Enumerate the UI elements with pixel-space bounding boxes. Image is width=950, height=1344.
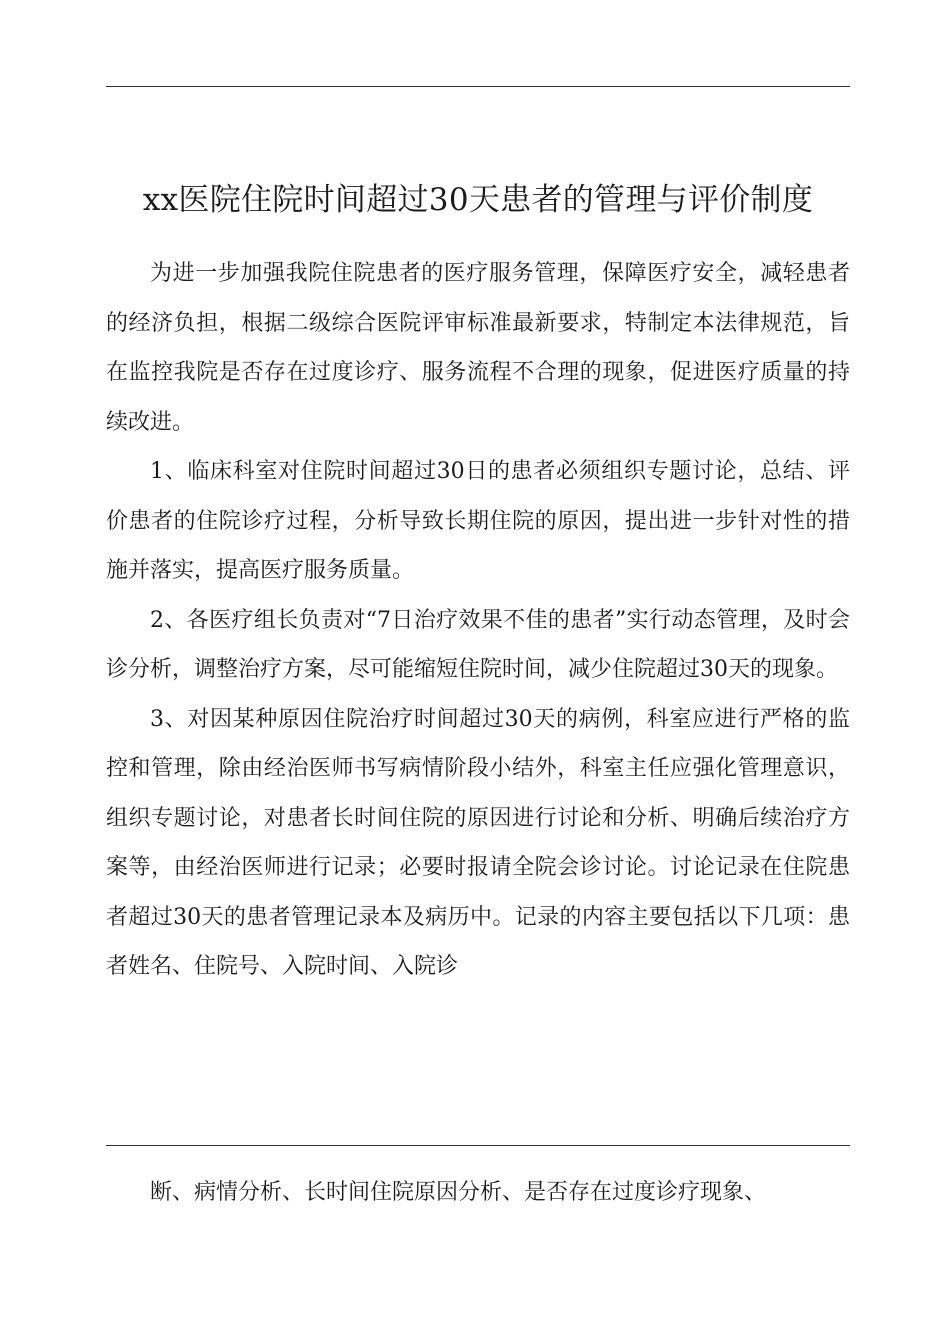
clause-3-paragraph: 3、对因某种原因住院治疗时间超过30天的病例，科室应进行严格的监控和管理，除由经治医师书写病情阶段小结外，科室主任应强化管理意识，组织专题讨论，对患者长时间住院的原因进行讨论和分析、明确后续治疗方案等，由经治医师进行记录；必要时报请全院会诊讨论。讨论记录在住院患者超过30天的患者管理记录本及病历中。记录的内容主要包括以下几项：患者姓名、住院号、入院时间、入院诊 — [106, 706, 850, 979]
document-body — [106, 249, 850, 992]
clause-2-paragraph: 2、各医疗组长负责对“7日治疗效果不佳的患者”实行动态管理，及时会诊分析，调整治疗方案，尽可能缩短住院时间，减少住院超过30天的现象。 — [106, 607, 850, 682]
intro-paragraph: 为进一步加强我院住院患者的医疗服务管理，保障医疗安全，减轻患者的经济负担，根据二级综合医院评审标准最新要求，特制定本法律规范，旨在监控我院是否存在过度诊疗、服务流程不合理的现象，促进医疗质量的持续改进。 — [106, 261, 850, 435]
document-title: xx医院住院时间超过30天患者的管理与评价制度 — [142, 182, 814, 218]
next-page-paragraph: 断、病情分析、长时间住院原因分析、是否存在过度诊疗现象、 — [150, 1180, 767, 1205]
page-break-rule — [106, 1145, 850, 1146]
clause-1-paragraph: 1、临床科室对住院时间超过30日的患者必须组织专题讨论，总结、评价患者的住院诊疗过程，分析导致长期住院的原因，提出进一步针对性的措施并落实，提高医疗服务质量。 — [106, 459, 850, 583]
header-rule — [106, 86, 850, 87]
